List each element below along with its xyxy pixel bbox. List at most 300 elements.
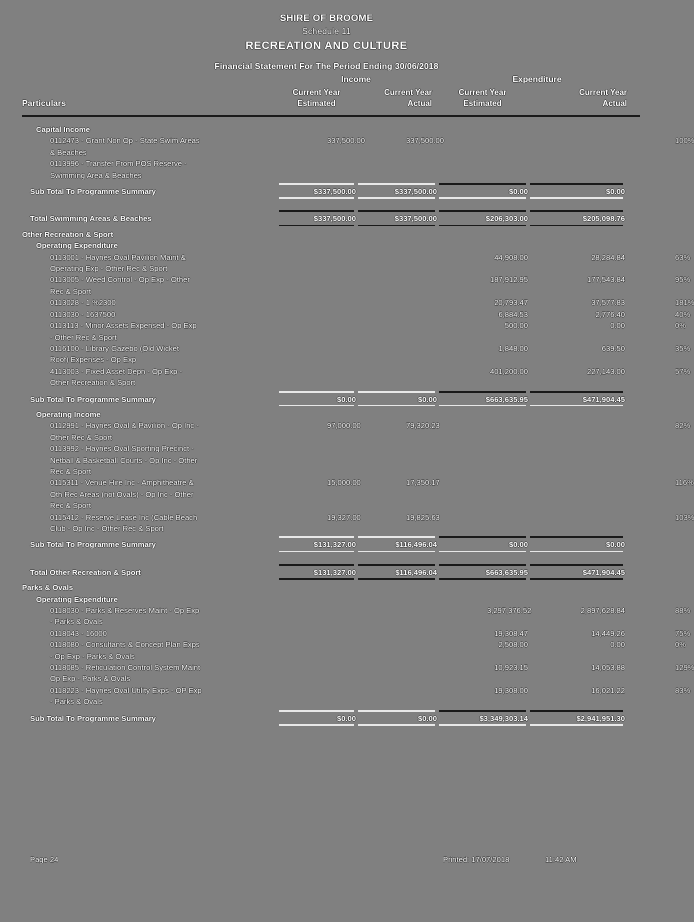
cell-income-actual: $337,500.00: [394, 214, 437, 224]
row-label-line: 0118223 - Haynes Oval Utility Exps - OP Exp: [50, 685, 202, 695]
cell-income-estimated: $337,500.00: [313, 187, 356, 197]
cell-expenditure-estimated: 401,200.00: [489, 366, 528, 376]
table-row: [0, 229, 653, 240]
cell-expenditure-estimated: 20,793.47: [494, 298, 528, 308]
rule-cell: [528, 208, 625, 213]
rule-spacer: [625, 534, 653, 539]
underline-cell: [356, 724, 437, 728]
row-label-acct: [0, 297, 277, 308]
cell-income-actual: [356, 409, 437, 420]
cell-expenditure-actual: [528, 135, 625, 158]
underline-segment: [528, 724, 625, 728]
row-label-sub-head: [0, 124, 277, 135]
cell-income-estimated: [277, 582, 356, 593]
row-label-line: Operating Exp - Other Rec & Sport: [50, 264, 168, 274]
row-label-acct: [0, 343, 277, 366]
cell-income-actual: [356, 297, 437, 308]
row-label-line: 0113005 - Weed Control - Op Exp - Other: [50, 275, 190, 285]
column-header-line: Estimated: [297, 99, 336, 108]
row-label-line: 0113028 - 1 %2300: [50, 298, 116, 308]
rule-segment: [356, 181, 437, 186]
rule-cell: [437, 389, 528, 394]
underline-cell: [437, 405, 528, 409]
cell-income-actual: [356, 366, 437, 389]
row-label-line: - Other Rec & Sport: [50, 332, 117, 342]
underline-segment: [277, 578, 356, 582]
underline-cell: [277, 578, 356, 582]
cell-income-actual: [356, 662, 437, 685]
row-label-line: 0118043 - 16000: [50, 628, 107, 638]
underline-segment: [528, 225, 625, 229]
cell-percent: [625, 124, 653, 135]
rule-cell: [437, 534, 528, 539]
cell-income-actual: $337,500.00: [394, 187, 437, 197]
underline-cell: [437, 551, 528, 555]
row-label-grandtotal: [0, 213, 277, 224]
spacer-cell: [437, 201, 528, 208]
cell-income-estimated: [277, 274, 356, 297]
table-row: [0, 366, 653, 389]
cell-expenditure-estimated: $663,635.95: [485, 567, 528, 577]
cell-expenditure-actual: $0.00: [605, 187, 625, 197]
row-label-subtotal: [0, 713, 277, 724]
spacer-cell: [0, 555, 277, 562]
total-underline-row: [0, 724, 653, 728]
table-row: [0, 240, 653, 251]
rule-spacer: [625, 389, 653, 394]
row-label-line: Sub Total To Programme Summary: [30, 713, 156, 723]
underline-cell: [277, 225, 356, 229]
table-row: [0, 252, 653, 275]
cell-income-estimated: [277, 366, 356, 389]
rule-cell: [356, 708, 437, 713]
rule-cell: [437, 181, 528, 186]
rule-spacer: [625, 208, 653, 213]
rule-cell: [356, 562, 437, 567]
table-row: [0, 443, 653, 477]
table-row: [0, 628, 653, 639]
row-label-line: - Op Exp - Parks & Ovals: [50, 651, 135, 661]
row-label-line: Oth Rec Areas (not Ovals) - Op Inc - Other: [50, 489, 194, 499]
column-header-line: Current Year: [579, 88, 627, 97]
rule-spacer: [0, 181, 277, 186]
cell-income-estimated: $337,500.00: [313, 214, 356, 224]
cell-expenditure-estimated: [437, 135, 528, 158]
total-rule-row: [0, 181, 653, 186]
row-label-line: Rec & Sport: [50, 466, 91, 476]
spacer-cell: [528, 555, 625, 562]
underline-cell: [277, 405, 356, 409]
cell-income-actual: [356, 240, 437, 251]
cell-expenditure-estimated: [437, 158, 528, 181]
cell-income-actual: 19,825.63: [406, 512, 440, 522]
rule-segment: [437, 534, 528, 539]
row-label-line: Other Rec & Sport: [50, 432, 113, 442]
underline-cell: [528, 405, 625, 409]
cell-percent: 95%: [675, 275, 691, 285]
cell-income-estimated: 15,000.00: [327, 478, 361, 488]
underline-spacer: [0, 724, 277, 728]
rule-segment: [528, 534, 625, 539]
rule-spacer: [0, 708, 277, 713]
rule-segment: [356, 208, 437, 213]
rule-cell: [356, 534, 437, 539]
row-label-acct: [0, 135, 277, 158]
column-expenditure-estimated: [437, 87, 528, 109]
underline-segment: [528, 578, 625, 582]
cell-percent: [625, 539, 653, 550]
rule-spacer: [625, 181, 653, 186]
cell-income-estimated: [277, 443, 356, 477]
row-label-acct: [0, 662, 277, 685]
underline-segment: [437, 578, 528, 582]
underline-cell: [277, 724, 356, 728]
underline-segment: [356, 225, 437, 229]
cell-income-estimated: 337,500.00: [327, 136, 366, 146]
cell-income-estimated: [277, 297, 356, 308]
cell-income-estimated: $131,327.00: [313, 540, 356, 550]
row-label-line: Op Exp - Parks & Ovals: [50, 674, 131, 684]
spacer-row: [0, 555, 653, 562]
period-label: Financial Statement For The Period Ending 30/06/2018: [214, 61, 439, 71]
row-label-line: Other Recreation & Sport: [22, 229, 114, 239]
table-row: [0, 158, 653, 181]
cell-expenditure-actual: 0.00: [610, 321, 625, 331]
row-label-grandtotal: [0, 567, 277, 578]
spacer-cell: [277, 201, 356, 208]
spacer-cell: [625, 201, 653, 208]
cell-expenditure-estimated: 10,923.15: [494, 663, 528, 673]
cell-expenditure-actual: $0.00: [605, 540, 625, 550]
cell-expenditure-actual: [528, 229, 625, 240]
table-row: [0, 309, 653, 320]
table-row: [0, 343, 653, 366]
underline-segment: [437, 405, 528, 409]
underline-cell: [356, 551, 437, 555]
cell-expenditure-estimated: [437, 420, 528, 443]
underline-segment: [277, 551, 356, 555]
cell-income-actual: [356, 685, 437, 708]
row-label-acct: [0, 158, 277, 181]
cell-income-estimated: [277, 158, 356, 181]
row-label-line: Swimming Area & Beaches: [50, 170, 142, 180]
underline-cell: [437, 578, 528, 582]
cell-percent: 63%: [675, 252, 691, 262]
cell-expenditure-actual: $471,904.45: [582, 394, 625, 404]
table-row: [0, 274, 653, 297]
schedule-number: Schedule 11: [302, 26, 351, 36]
total-rule-row: [0, 208, 653, 213]
underline-cell: [356, 405, 437, 409]
underline-cell: [528, 225, 625, 229]
row-label-line: 4113003 - Fixed Asset Depn - Op Exp -: [50, 366, 182, 376]
cell-percent: 88%: [675, 606, 691, 616]
cell-percent: [625, 158, 653, 181]
underline-cell: [277, 197, 356, 201]
cell-percent: [625, 409, 653, 420]
row-label-line: Operating Income: [36, 409, 101, 419]
cell-income-actual: [356, 594, 437, 605]
rule-segment: [356, 534, 437, 539]
cell-income-estimated: $0.00: [336, 394, 356, 404]
row-label-subtotal: [0, 539, 277, 550]
rule-segment: [437, 208, 528, 213]
cell-expenditure-estimated: [437, 582, 528, 593]
row-label-acct: [0, 252, 277, 275]
rule-cell: [437, 708, 528, 713]
row-label-line: - Parks & Ovals: [50, 697, 103, 707]
rule-segment: [437, 562, 528, 567]
rule-cell: [277, 562, 356, 567]
rule-segment: [356, 708, 437, 713]
total-rule-row: [0, 708, 653, 713]
cell-expenditure-estimated: 3,297,376.52: [487, 606, 532, 616]
table-row: [0, 662, 653, 685]
table-row: [0, 186, 653, 197]
cell-expenditure-estimated: 2,508.00: [498, 640, 528, 650]
cell-expenditure-actual: [528, 409, 625, 420]
cell-percent: [625, 567, 653, 578]
cell-income-estimated: [277, 605, 356, 628]
column-header-line: Current Year: [458, 88, 507, 97]
spacer-cell: [277, 555, 356, 562]
underline-spacer: [625, 724, 653, 728]
rule-segment: [356, 562, 437, 567]
table-row: [0, 639, 653, 662]
row-label-line: Rec & Sport: [50, 501, 91, 511]
row-label-subtotal: [0, 394, 277, 405]
row-label-line: Capital Income: [36, 125, 91, 134]
cell-expenditure-estimated: 1,848.00: [498, 343, 528, 353]
row-label-line: Netball & Basketball Courts - Op Inc - Other: [50, 455, 198, 465]
row-label-acct: [0, 639, 277, 662]
row-label-acct: [0, 420, 277, 443]
cell-expenditure-estimated: $206,303.00: [485, 214, 528, 224]
rule-cell: [528, 389, 625, 394]
table-row: [0, 539, 653, 550]
row-label-line: 0118080 - Consultants & Concept Plan Exps: [50, 640, 200, 650]
cell-percent: 40%: [675, 309, 691, 319]
row-label-line: 0113992 - Haynes Oval Sporting Precinct -: [50, 444, 194, 454]
cell-expenditure-estimated: 19,308.47: [494, 628, 528, 638]
cell-percent: [625, 186, 653, 197]
column-header-line: Actual: [407, 99, 432, 108]
rule-segment: [528, 389, 625, 394]
underline-segment: [437, 197, 528, 201]
cell-percent: [625, 394, 653, 405]
row-label-line: 0113996 - Transfer From POS Reserve -: [50, 159, 187, 169]
row-label-line: 0113001 - Haynes Oval Pavilion Maint &: [50, 252, 186, 262]
spacer-cell: [625, 555, 653, 562]
cell-expenditure-actual: 0.00: [610, 640, 625, 650]
row-label-line: 0115311 - Venue Hire Inc - Amphitheatre &: [50, 478, 194, 488]
row-label-line: 0113113 - Minor Assets Expensed - Op Exp: [50, 321, 197, 331]
rule-cell: [277, 708, 356, 713]
table-row: [0, 685, 653, 708]
cell-income-actual: [356, 628, 437, 639]
rule-spacer: [625, 562, 653, 567]
cell-income-actual: [356, 274, 437, 297]
rule-segment: [277, 181, 356, 186]
cell-expenditure-estimated: 19,308.00: [494, 685, 528, 695]
underline-segment: [356, 578, 437, 582]
row-label-subtotal: [0, 186, 277, 197]
cell-expenditure-actual: $2,941,951.30: [576, 713, 625, 723]
row-label-line: 0113030 - 1637500: [50, 309, 116, 319]
cell-expenditure-estimated: [437, 240, 528, 251]
cell-income-estimated: [277, 639, 356, 662]
cell-income-estimated: $131,327.00: [313, 567, 356, 577]
column-headers: [0, 74, 653, 116]
rule-cell: [277, 181, 356, 186]
underline-cell: [528, 551, 625, 555]
underline-segment: [356, 197, 437, 201]
table-row: [0, 394, 653, 405]
rule-segment: [277, 389, 356, 394]
underline-segment: [277, 724, 356, 728]
spacer-cell: [437, 555, 528, 562]
underline-segment: [356, 551, 437, 555]
cell-income-estimated: $0.00: [336, 713, 356, 723]
cell-percent: 57%: [675, 366, 691, 376]
cell-expenditure-estimated: [437, 409, 528, 420]
cell-expenditure-estimated: [437, 124, 528, 135]
column-header-line: Current Year: [292, 88, 341, 97]
cell-expenditure-estimated: 187,912.95: [489, 275, 528, 285]
row-label-line: Operating Expenditure: [36, 241, 118, 251]
total-rule-row: [0, 562, 653, 567]
printed-date: Printed: 17/07/2018: [443, 855, 510, 864]
table-row: [0, 297, 653, 308]
row-label-sub-head: [0, 409, 277, 420]
row-label-line: 0118085 - Reticulation Control System Maint: [50, 663, 201, 673]
underline-cell: [356, 225, 437, 229]
cell-percent: 116%: [675, 478, 694, 488]
table-row: [0, 594, 653, 605]
rule-segment: [528, 708, 625, 713]
row-label-line: Club - Op Inc - Other Rec & Sport: [50, 524, 164, 533]
cell-expenditure-actual: 16,021.22: [591, 685, 625, 695]
rule-segment: [437, 181, 528, 186]
row-label-sub-head: [0, 594, 277, 605]
table-row: [0, 320, 653, 343]
cell-income-actual: 337,500.00: [406, 136, 445, 146]
rule-segment: [437, 389, 528, 394]
statement-body: [0, 124, 694, 728]
rule-cell: [277, 534, 356, 539]
table-row: [0, 605, 653, 628]
column-particulars: Particulars: [22, 98, 66, 108]
cell-income-estimated: [277, 309, 356, 320]
rule-segment: [528, 181, 625, 186]
row-label-line: Sub Total To Programme Summary: [30, 187, 156, 197]
column-header-line: Estimated: [463, 99, 502, 108]
underline-cell: [528, 578, 625, 582]
row-label-acct: [0, 628, 277, 639]
row-label-acct: [0, 309, 277, 320]
cell-expenditure-actual: $471,904.45: [582, 567, 625, 577]
underline-segment: [277, 197, 356, 201]
cell-expenditure-actual: [528, 477, 625, 511]
rule-segment: [528, 562, 625, 567]
cell-expenditure-actual: [528, 240, 625, 251]
cell-expenditure-estimated: [437, 477, 528, 511]
cell-percent: 181%: [675, 298, 694, 308]
page-number: Page 24: [30, 855, 59, 864]
cell-income-actual: [356, 229, 437, 240]
cell-expenditure-actual: 37,577.83: [591, 298, 625, 308]
row-label-line: 0118030 - Parks & Reserves Maint - Op Exp: [50, 606, 200, 616]
cell-income-estimated: [277, 594, 356, 605]
cell-income-estimated: [277, 409, 356, 420]
underline-segment: [437, 724, 528, 728]
cell-expenditure-actual: 28,284.84: [591, 252, 625, 262]
table-row: [0, 477, 653, 511]
cell-expenditure-estimated: $0.00: [508, 187, 528, 197]
row-label-acct: [0, 512, 277, 535]
cell-income-estimated: [277, 229, 356, 240]
row-label-line: 0112473 - Grant Non Op - State Swim Areas: [50, 136, 200, 146]
row-label-sub-head: [0, 240, 277, 251]
cell-income-actual: [356, 252, 437, 275]
row-label-line: Sub Total To Programme Summary: [30, 394, 156, 404]
cell-expenditure-actual: [528, 594, 625, 605]
cell-income-estimated: [277, 124, 356, 135]
rule-cell: [277, 389, 356, 394]
row-label-line: Sub Total To Programme Summary: [30, 540, 156, 550]
organisation-name: SHIRE OF BROOME: [279, 13, 374, 24]
underline-cell: [356, 578, 437, 582]
row-label-acct: [0, 274, 277, 297]
rule-cell: [528, 534, 625, 539]
rule-cell: [528, 708, 625, 713]
underline-segment: [277, 405, 356, 409]
cell-percent: 35%: [675, 343, 691, 353]
cell-expenditure-actual: [528, 420, 625, 443]
cell-percent: 0%: [675, 640, 686, 650]
header-rule: [22, 115, 640, 117]
cell-income-actual: [356, 443, 437, 477]
cell-percent: [625, 594, 653, 605]
cell-expenditure-estimated: [437, 443, 528, 477]
table-row: [0, 567, 653, 578]
rule-segment: [277, 534, 356, 539]
cell-income-actual: [356, 320, 437, 343]
rule-segment: [277, 208, 356, 213]
statement-table: [0, 124, 694, 728]
rule-cell: [437, 562, 528, 567]
cell-expenditure-actual: [528, 124, 625, 135]
cell-percent: 0%: [675, 321, 686, 331]
row-label-acct: [0, 605, 277, 628]
total-rule-row: [0, 389, 653, 394]
cell-expenditure-actual: [528, 443, 625, 477]
spacer-cell: [356, 201, 437, 208]
row-label-line: 0115412 - Reserve Lease Inc (Cable Beach: [50, 512, 198, 522]
cell-expenditure-actual: 639.50: [601, 343, 625, 353]
cell-percent: 100%: [675, 136, 694, 146]
row-label-line: - Parks & Ovals: [50, 617, 103, 627]
row-label-acct: [0, 477, 277, 511]
cell-income-estimated: [277, 343, 356, 366]
table-row: [0, 124, 653, 135]
row-label-line: Other Recreation & Sport: [50, 378, 136, 388]
cell-expenditure-actual: 177,543.84: [586, 275, 625, 285]
printed-time: 11:42 AM: [545, 855, 577, 864]
spacer-cell: [356, 555, 437, 562]
cell-percent: [625, 240, 653, 251]
underline-segment: [277, 225, 356, 229]
